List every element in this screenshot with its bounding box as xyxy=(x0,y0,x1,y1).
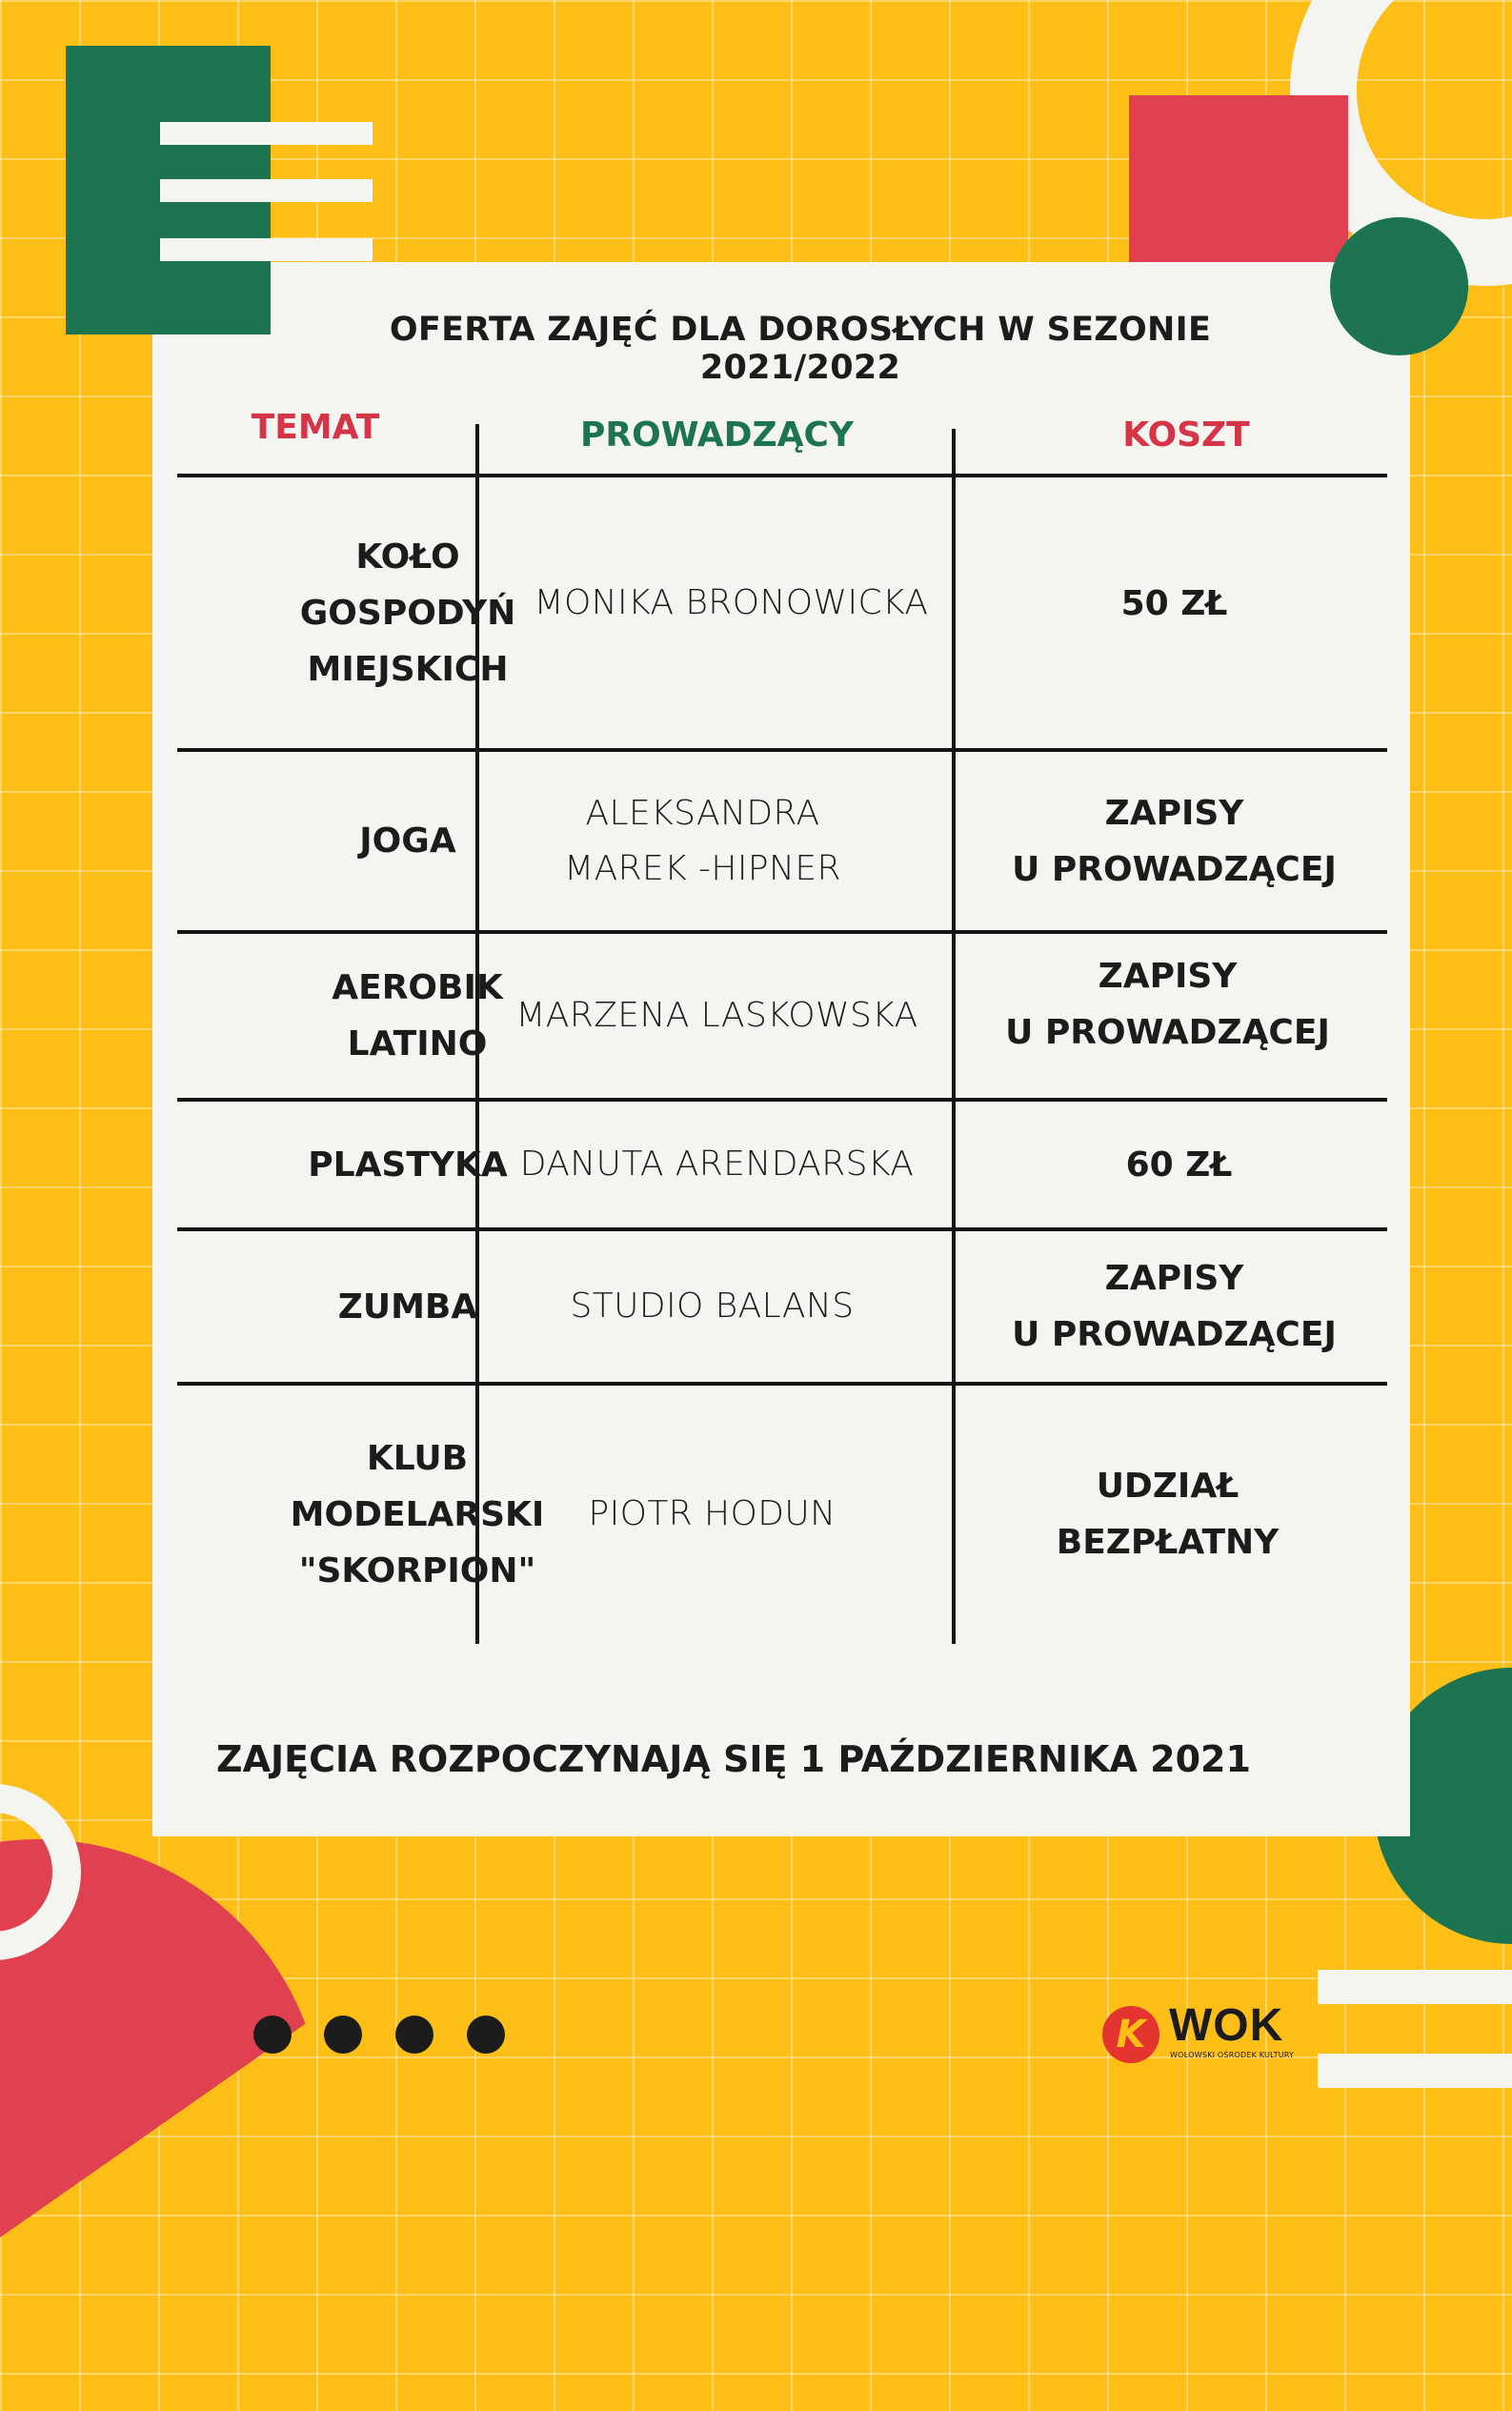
header-topic: TEMAT xyxy=(251,408,380,447)
header-teacher: PROWADZĄCY xyxy=(580,415,854,455)
page-title: OFERTA ZAJĘĆ DLA DOROSŁYCH W SEZONIE 2021/2022 xyxy=(389,311,1212,387)
logo-name: WOK xyxy=(1169,2000,1284,2051)
table-row-cost: 50 ZŁ xyxy=(1120,583,1228,623)
table-row-cost: ZAPISY U PROWADZĄCEJ xyxy=(1012,793,1337,889)
green-circle-top-right-overlap xyxy=(1330,217,1468,355)
table-row-teacher: MONIKA BRONOWICKA xyxy=(534,583,929,622)
red-square-top-right xyxy=(1129,95,1348,288)
table-row-topic: KOŁO GOSPODYŃ MIEJSKICH xyxy=(299,537,516,689)
pagination-dot xyxy=(467,2016,505,2054)
table-row-cost: UDZIAŁ BEZPŁATNY xyxy=(1056,1467,1280,1562)
table-row-teacher: PIOTR HODUN xyxy=(588,1494,837,1533)
table-row-topic: ZUMBA xyxy=(337,1287,478,1327)
table-row-topic: AEROBIK LATINO xyxy=(332,968,503,1064)
pagination-dot xyxy=(253,2016,292,2054)
wok-logo xyxy=(1100,2001,1300,2068)
table-row-topic: PLASTYKA xyxy=(308,1145,508,1185)
table-row-teacher: DANUTA ARENDARSKA xyxy=(519,1145,915,1184)
white-bar-bottom-right-2 xyxy=(1318,2054,1512,2088)
table-row-topic: KLUB MODELARSKI "SKORPION" xyxy=(290,1438,545,1590)
table-row-teacher: MARZENA LASKOWSKA xyxy=(515,996,918,1035)
logo-subtitle: WOŁOWSKI OŚRODEK KULTURY xyxy=(1170,2051,1295,2059)
pagination-dot xyxy=(395,2016,433,2054)
green-e-block-overlap xyxy=(66,262,271,334)
table-row-teacher: STUDIO BALANS xyxy=(570,1287,855,1326)
table-row-cost: 60 ZŁ xyxy=(1125,1145,1233,1185)
e-bar-2 xyxy=(160,179,373,202)
table-row-cost: ZAPISY U PROWADZĄCEJ xyxy=(1012,1259,1337,1354)
wok-logo-icon: K xyxy=(1102,2006,1159,2063)
table-row-cost: ZAPISY U PROWADZĄCEJ xyxy=(1005,957,1330,1052)
pagination-dot xyxy=(324,2016,362,2054)
start-date-note: ZAJĘCIA ROZPOCZYNAJĄ SIĘ 1 PAŹDZIERNIKA 2021 xyxy=(216,1738,1251,1780)
e-bar-1 xyxy=(160,122,373,145)
white-bar-bottom-right-1 xyxy=(1318,1970,1512,2004)
table-row-teacher: ALEKSANDRA MAREK -HIPNER xyxy=(564,793,841,888)
header-cost: KOSZT xyxy=(1122,415,1250,455)
table-row-topic: JOGA xyxy=(359,821,456,861)
e-bar-3-overlap xyxy=(160,238,373,261)
